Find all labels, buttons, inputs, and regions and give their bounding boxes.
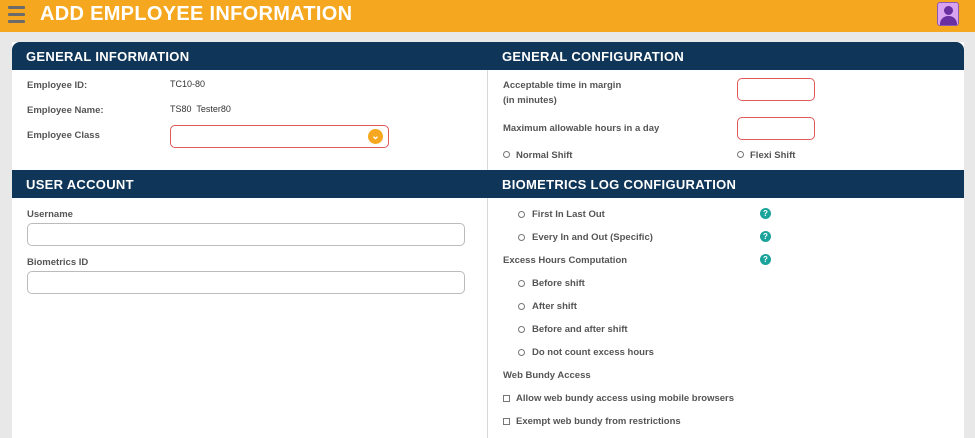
first-in-last-out-radio[interactable]: [518, 211, 525, 218]
chevron-down-icon[interactable]: ⌄: [368, 129, 383, 144]
employee-class-label: Employee Class: [27, 130, 100, 141]
before-shift-label: Before shift: [532, 278, 585, 289]
user-avatar-icon[interactable]: [937, 2, 959, 26]
excess-hours-label: Excess Hours Computation: [503, 255, 628, 266]
allow-web-bundy-checkbox[interactable]: [503, 395, 510, 402]
top-bar: [0, 0, 975, 32]
employee-name-label: Employee Name:: [27, 105, 104, 116]
max-hours-input[interactable]: [737, 117, 815, 140]
margin-time-sublabel: (in minutes): [503, 95, 557, 106]
help-icon[interactable]: ?: [760, 231, 771, 242]
column-divider: [487, 70, 488, 438]
employee-id-value: TC10-80: [170, 79, 206, 89]
employee-id-label: Employee ID:: [27, 80, 88, 91]
first-in-last-out-label: First In Last Out: [532, 209, 605, 220]
username-label: Username: [27, 209, 73, 220]
after-shift-label: After shift: [532, 301, 577, 312]
username-input[interactable]: [27, 223, 465, 246]
employee-name-value: TS80 Tester80: [170, 104, 231, 114]
every-in-out-radio[interactable]: [518, 234, 525, 241]
every-in-out-label: Every In and Out (Specific): [532, 232, 653, 243]
web-bundy-label: Web Bundy Access: [503, 370, 591, 381]
after-shift-radio[interactable]: [518, 303, 525, 310]
do-not-count-label: Do not count excess hours: [532, 347, 654, 358]
help-icon[interactable]: ?: [760, 208, 771, 219]
general-configuration-header: GENERAL CONFIGURATION: [488, 42, 964, 70]
before-after-shift-radio[interactable]: [518, 326, 525, 333]
margin-time-input[interactable]: [737, 78, 815, 101]
margin-time-label: Acceptable time in margin: [503, 80, 622, 91]
help-icon[interactable]: ?: [760, 254, 771, 265]
exempt-web-bundy-checkbox[interactable]: [503, 418, 510, 425]
biometrics-id-input[interactable]: [27, 271, 465, 294]
biometrics-id-label: Biometrics ID: [27, 257, 89, 268]
user-account-header: USER ACCOUNT: [12, 170, 488, 198]
flexi-shift-label: Flexi Shift: [750, 150, 796, 161]
flexi-shift-radio[interactable]: [737, 151, 744, 158]
do-not-count-radio[interactable]: [518, 349, 525, 356]
before-shift-radio[interactable]: [518, 280, 525, 287]
general-information-header: GENERAL INFORMATION: [12, 42, 488, 70]
max-hours-label: Maximum allowable hours in a day: [503, 123, 660, 134]
before-after-shift-label: Before and after shift: [532, 324, 628, 335]
user-account-panel: [12, 170, 488, 438]
employee-class-select[interactable]: [170, 125, 389, 148]
normal-shift-label: Normal Shift: [516, 150, 573, 161]
exempt-web-bundy-label: Exempt web bundy from restrictions: [516, 416, 681, 427]
normal-shift-radio[interactable]: [503, 151, 510, 158]
allow-web-bundy-label: Allow web bundy access using mobile browsers: [516, 393, 735, 404]
biometrics-log-header: BIOMETRICS LOG CONFIGURATION: [488, 170, 964, 198]
page-title: ADD EMPLOYEE INFORMATION: [40, 3, 353, 25]
hamburger-menu-icon[interactable]: [8, 6, 25, 25]
